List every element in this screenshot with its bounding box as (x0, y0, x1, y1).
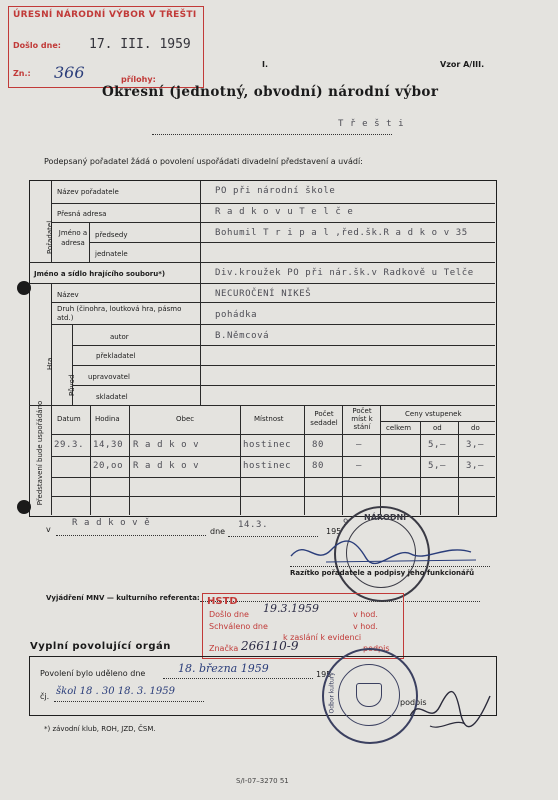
hstd-l1-label: Došlo dne (209, 610, 249, 619)
row2-stani: – (356, 461, 363, 471)
value-soubor: Div.kroužek PO při nár.šk.v Radkově u Telče (215, 268, 474, 278)
office-name: T ř e š t i (338, 119, 405, 129)
hstd-l4-value: 266110-9 (241, 639, 299, 653)
registry-stamp-date: 17. III. 1959 (89, 37, 191, 52)
label-jednatele: jednatele (95, 250, 128, 258)
label-mnv: Vyjádření MNV — kulturního referenta: (46, 594, 200, 602)
label-dne: dne (210, 527, 226, 536)
col-ceny: Ceny vstupenek (405, 410, 462, 418)
row1-datum: 29.3. (54, 440, 85, 450)
organ-year-prefix: 195 (316, 670, 332, 679)
value-nazev-hry: NECUROČENÍ NIKEŠ (215, 289, 312, 299)
row2-sedadel: 80 (312, 461, 325, 471)
official-signature (400, 676, 500, 736)
punch-hole-top (17, 281, 31, 295)
col-stani: Počet míst k stání (351, 407, 373, 431)
value-autor: B.Němcová (215, 331, 270, 341)
value-predsedy: Bohumil T r i p a l ,řed.šk.R a d k o v 35 (215, 228, 468, 238)
row2-obec: R a d k o v (133, 461, 200, 471)
label-prekladatel: překladatel (96, 352, 136, 360)
year-suffix: 9 (343, 518, 350, 528)
intro-text: Podepsaný pořadatel žádá o povolení uspořádati divadelní představení a uvádí: (44, 157, 363, 166)
punch-hole-bottom (17, 500, 31, 514)
col-datum: Datum (57, 415, 81, 423)
registry-stamp-number: 366 (54, 63, 85, 82)
value-dne: 14.3. (238, 520, 269, 530)
form-code: Vzor A/III. (440, 60, 485, 69)
col-hodina: Hodina (95, 415, 120, 423)
col-od: od (433, 424, 442, 432)
value-druh: pohádka (215, 310, 258, 320)
hstd-l1-suffix: v hod. (353, 610, 378, 619)
row2-hodina: 20,oo (93, 461, 124, 471)
hstd-l2-label: Schváleno dne (209, 622, 268, 631)
organizer-signature (286, 536, 486, 570)
label-autor: autor (110, 333, 129, 341)
side-label-puvod: Původ (68, 374, 76, 396)
side-label-poradatel: Pořadatel (46, 220, 54, 254)
side-label-hra: Hra (46, 357, 54, 370)
row1-stani: – (356, 440, 363, 450)
registry-stamp-title: ÚRESNÍ NÁRODNÍ VÝBOR V TŘEŠTI (13, 10, 197, 20)
row2-mistnost: hostinec (243, 461, 292, 471)
label-druh: Druh (činohra, loutková hra, pásmo atd.) (57, 305, 182, 322)
row1-do: 3,– (466, 440, 485, 450)
side-label-predstaveni: Představení bude uspořádáno (36, 400, 44, 506)
print-code: S/I-07–3270 51 (236, 777, 289, 785)
hstd-l4-suffix: podpis (363, 644, 390, 653)
label-podpis: podpis (400, 698, 427, 707)
row1-mistnost: hostinec (243, 440, 292, 450)
label-adresa: Přesná adresa (57, 210, 107, 218)
row1-hodina: 14,30 (93, 440, 124, 450)
col-sedadel: Počet sedadel (310, 410, 338, 427)
label-predsedy: předsedy (95, 231, 128, 239)
label-skladatel: skladatel (96, 393, 128, 401)
hstd-l3: k zaslání k evidenci (283, 633, 362, 642)
col-do: do (471, 424, 480, 432)
value-adresa: R a d k o v u T e l č e (215, 207, 354, 217)
value-cj: škol 18 . 30 18. 3. 1959 (56, 686, 176, 697)
col-celkem: celkem (386, 424, 412, 432)
label-v: v (46, 525, 51, 534)
roman-numeral: I. (262, 60, 269, 69)
label-cj: čj. (40, 692, 50, 701)
hstd-l2-suffix: v hod. (353, 622, 378, 631)
hstd-l1-value: 19.3.1959 (263, 602, 319, 615)
row1-obec: R a d k o v (133, 440, 200, 450)
label-jmeno-adresa: Jméno a adresa (58, 229, 88, 247)
year-prefix: 195 (326, 527, 342, 536)
signature-caption: Razítko pořadatele a podpisy jeho funkcionářů (290, 569, 475, 577)
registry-stamp-number-label: Zn.: (13, 69, 31, 78)
row2-do: 3,– (466, 461, 485, 471)
organizer-stamp-text: NÁRODNÍ (364, 513, 407, 522)
label-nazev-poradatele: Název pořadatele (57, 188, 119, 196)
office-stamp-text: Odbor kultury (328, 672, 336, 714)
label-soubor: Jméno a sídlo hrajícího souboru*) (34, 270, 166, 278)
registry-stamp-date-label: Došlo dne: (13, 41, 61, 50)
form-title: Okresní (jednotný, obvodní) národní výbor (102, 84, 439, 100)
col-mistnost: Místnost (254, 415, 284, 423)
hstd-title: HSTD (207, 596, 238, 607)
footnote: *) závodní klub, ROH, JZD, ČSM. (44, 725, 156, 733)
value-nazev-poradatele: PO při národní škole (215, 186, 336, 196)
organ-title: Vyplní povolující orgán (30, 641, 171, 652)
col-obec: Obec (176, 415, 195, 423)
value-udeleno: 18. března 1959 (178, 662, 269, 675)
registry-stamp (8, 6, 204, 88)
hstd-l4-label: Značka (209, 644, 239, 653)
row1-od: 5,– (428, 440, 447, 450)
value-misto: R a d k o v ě (72, 518, 151, 528)
registry-stamp-attach-label: přílohy: (121, 75, 156, 84)
row1-sedadel: 80 (312, 440, 325, 450)
label-udeleno: Povolení bylo uděleno dne (40, 669, 146, 678)
row2-od: 5,– (428, 461, 447, 471)
label-upravovatel: upravovatel (88, 373, 130, 381)
label-nazev-hry: Název (57, 291, 79, 299)
